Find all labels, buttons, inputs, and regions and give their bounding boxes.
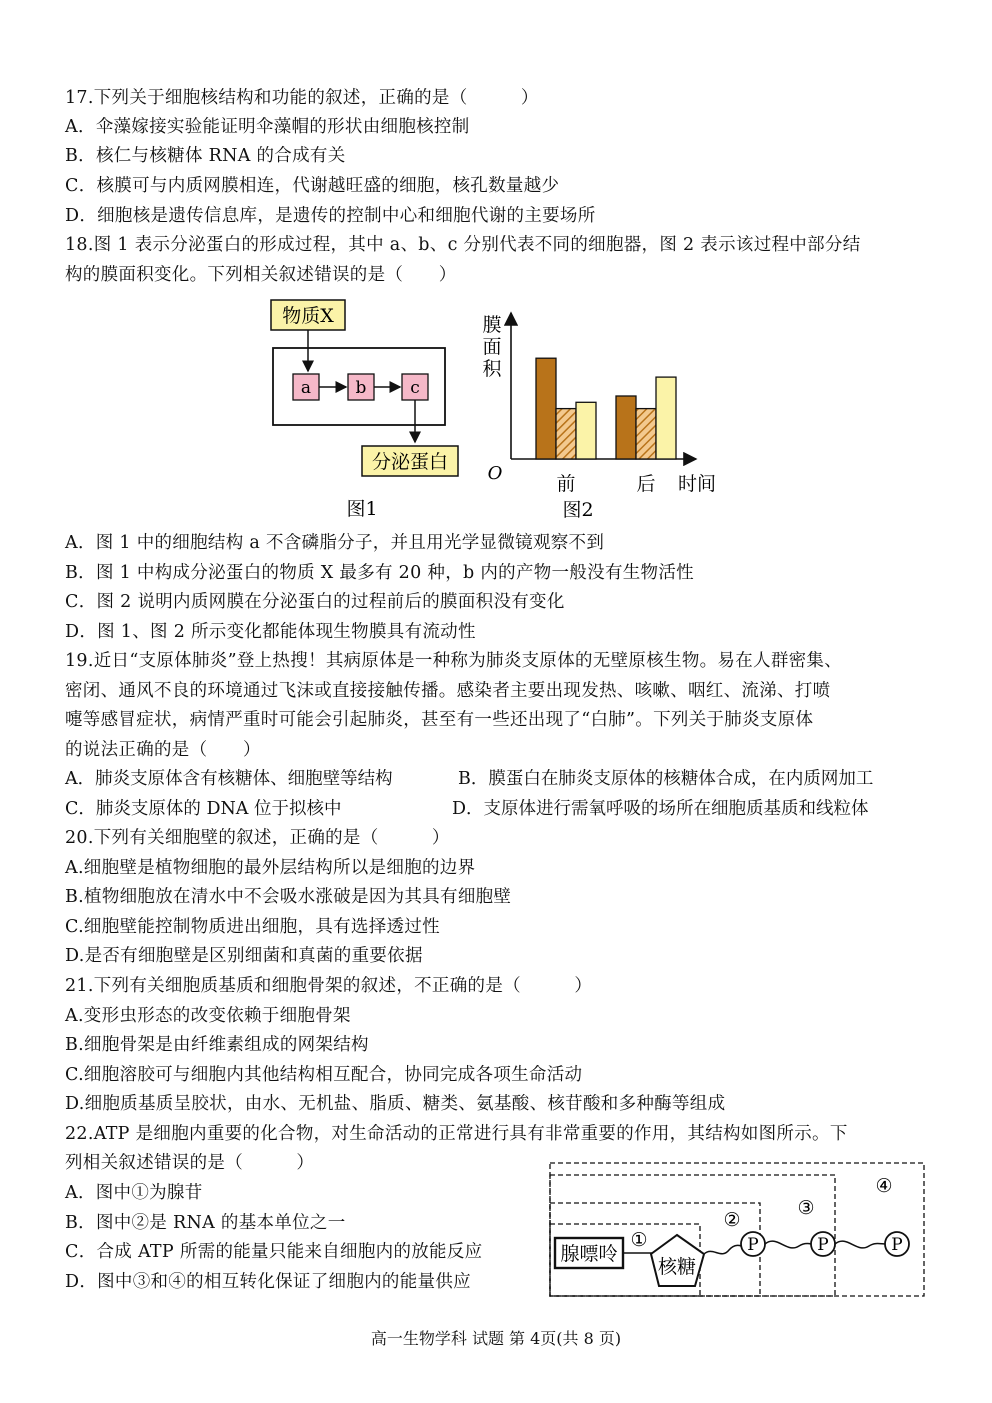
organelle-a-label: a xyxy=(300,378,312,398)
y-axis-label-char-2: 面 xyxy=(482,336,502,358)
bar-后-series-2 xyxy=(636,409,656,459)
q21-option-b: B.细胞骨架是由纤维素组成的网架结构 xyxy=(65,1035,369,1055)
origin-label: O xyxy=(487,463,503,484)
q19-stem-line1: 19.近日“支原体肺炎”登上热搜！其病原体是一种称为肺炎支原体的无壁原核生物。易在人群密集、 xyxy=(65,651,843,671)
figure-1-caption: 图1 xyxy=(346,498,378,520)
atp-structure-diagram xyxy=(545,1158,930,1303)
q22-option-b: B．图中②是 RNA 的基本单位之一 xyxy=(65,1213,346,1233)
category-label-前: 前 xyxy=(556,473,576,495)
adenine-label: 腺嘌呤 xyxy=(560,1243,618,1265)
q21-option-d: D.细胞质基质呈胶状，由水、无机盐、脂质、糖类、氨基酸、核苷酸和多种酶等组成 xyxy=(65,1094,726,1114)
q21-option-a: A.变形虫形态的改变依赖于细胞骨架 xyxy=(65,1006,351,1026)
y-axis-label-char-1: 膜 xyxy=(482,314,502,336)
q18-option-a: A．图 1 中的细胞结构 a 不含磷脂分子，并且用光学显微镜观察不到 xyxy=(65,533,605,553)
q22-option-c: C．合成 ATP 所需的能量只能来自细胞内的放能反应 xyxy=(65,1242,483,1262)
phosphate-3-label: P xyxy=(891,1235,903,1255)
q18-stem-line1: 18.图 1 表示分泌蛋白的形成过程，其中 a、b、c 分别代表不同的细胞器，图 2 表示该过程中部分结 xyxy=(65,235,861,255)
substance-x-label: 物质X xyxy=(282,305,334,327)
organelle-b-label: b xyxy=(355,378,367,398)
y-axis-label-char-3: 积 xyxy=(482,358,502,380)
q20-option-b: B.植物细胞放在清水中不会吸水涨破是因为其具有细胞壁 xyxy=(65,887,512,907)
organelle-c-label: c xyxy=(410,378,420,398)
ribose-label: 核糖 xyxy=(657,1256,697,1278)
bars-group xyxy=(536,358,676,459)
q17-option-d: D．细胞核是遗传信息库，是遗传的控制中心和细胞代谢的主要场所 xyxy=(65,206,596,226)
secretory-protein-label: 分泌蛋白 xyxy=(371,451,449,473)
q19-option-b: B．膜蛋白在肺炎支原体的核糖体合成，在内质网加工 xyxy=(458,769,874,789)
q21-stem: 21.下列有关细胞质基质和细胞骨架的叙述，不正确的是（ ） xyxy=(65,976,593,996)
category-label-后: 后 xyxy=(636,473,656,495)
phosphate-2-label: P xyxy=(817,1235,829,1255)
phosphate-1-label: P xyxy=(747,1235,759,1255)
page-footer: 高一生物学科 试题 第 4页(共 8 页) xyxy=(370,1329,622,1348)
q19-stem-line4: 的说法正确的是（ ） xyxy=(65,740,261,760)
q18-option-c: C．图 2 说明内质网膜在分泌蛋白的过程前后的膜面积没有变化 xyxy=(65,592,565,612)
bar-前-series-3 xyxy=(576,402,596,459)
q17-option-a: A．伞藻嫁接实验能证明伞藻帽的形状由细胞核控制 xyxy=(65,117,470,137)
bar-后-series-1 xyxy=(616,396,636,459)
q17-stem: 17.下列关于细胞核结构和功能的叙述，正确的是（ ） xyxy=(65,88,539,108)
q19-option-c: C．肺炎支原体的 DNA 位于拟核中 xyxy=(65,799,342,819)
marker-2: ② xyxy=(723,1209,741,1231)
q20-option-a: A.细胞壁是植物细胞的最外层结构所以是细胞的边界 xyxy=(65,858,476,878)
q20-option-d: D.是否有细胞壁是区别细菌和真菌的重要依据 xyxy=(65,946,423,966)
figure-2-bar-chart xyxy=(478,305,728,523)
q18-option-d: D．图 1、图 2 所示变化都能体现生物膜具有流动性 xyxy=(65,622,476,642)
q22-stem-line1: 22.ATP 是细胞内重要的化合物，对生命活动的正常进行具有非常重要的作用，其结构如图所示。下 xyxy=(65,1124,848,1144)
q21-option-c: C.细胞溶胶可与细胞内其他结构相互配合，协同完成各项生命活动 xyxy=(65,1065,583,1085)
figure-2-caption: 图2 xyxy=(562,499,594,521)
q17-option-b: B．核仁与核糖体 RNA 的合成有关 xyxy=(65,146,346,166)
q17-option-c: C．核膜可与内质网膜相连，代谢越旺盛的细胞，核孔数量越少 xyxy=(65,176,560,196)
q19-option-a: A．肺炎支原体含有核糖体、细胞壁等结构 xyxy=(65,769,393,789)
q18-stem-line2: 构的膜面积变化。下列相关叙述错误的是（ ） xyxy=(65,265,457,285)
marker-1: ① xyxy=(630,1229,648,1251)
q22-option-d: D．图中③和④的相互转化保证了细胞内的能量供应 xyxy=(65,1272,471,1292)
q20-stem: 20.下列有关细胞壁的叙述，正确的是（ ） xyxy=(65,828,450,848)
q20-option-c: C.细胞壁能控制物质进出细胞，具有选择透过性 xyxy=(65,917,440,937)
x-axis-label: 时间 xyxy=(677,473,717,495)
q19-option-d: D．支原体进行需氧呼吸的场所在细胞质基质和线粒体 xyxy=(452,799,869,819)
q18-option-b: B．图 1 中构成分泌蛋白的物质 X 最多有 20 种，b 内的产物一般没有生物活性 xyxy=(65,563,694,583)
bar-前-series-2 xyxy=(556,409,576,459)
bar-后-series-3 xyxy=(656,377,676,459)
q22-stem-line2: 列相关叙述错误的是（ ） xyxy=(65,1153,315,1173)
marker-4: ④ xyxy=(875,1175,893,1197)
q22-option-a: A．图中①为腺苷 xyxy=(65,1183,203,1203)
category-labels xyxy=(556,473,655,495)
q19-stem-line2: 密闭、通风不良的环境通过飞沫或直接接触传播。感染者主要出现发热、咳嗽、咽红、流涕、打喷 xyxy=(65,681,831,701)
q19-stem-line3: 嚏等感冒症状，病情严重时可能会引起肺炎，甚至有一些还出现了“白肺”。下列关于肺炎支原体 xyxy=(65,710,814,730)
figure-1-flow-diagram xyxy=(265,298,465,523)
marker-3: ③ xyxy=(797,1197,815,1219)
bar-前-series-1 xyxy=(536,358,556,459)
